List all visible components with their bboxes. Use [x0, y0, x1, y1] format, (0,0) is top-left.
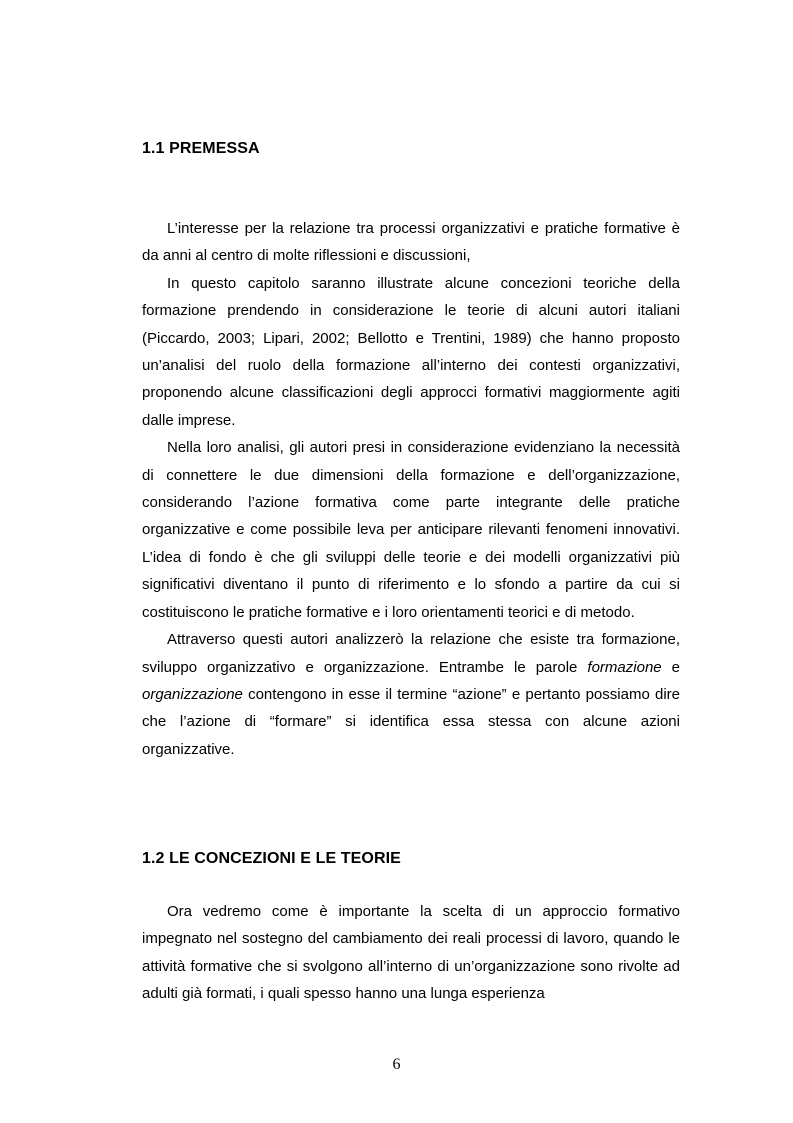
- paragraph: In questo capitolo saranno illustrate alcune concezioni teoriche della formazione prendendo in considerazione le teorie di alcuni autori italiani (Piccardo, 2003; Lipari, 2002; Bellotto e Trentini, 1989) che hanno proposto un’analisi del ruolo della formazione all’interno dei contesti organizzativi, proponendo alcune classificazioni degli approcci formativi maggiormente agiti dalle imprese.: [142, 274, 680, 429]
- section-body-premessa: [142, 215, 680, 763]
- paragraph: Nella loro analisi, gli autori presi in considerazione evidenziano la necessità di connettere le due dimensioni della formazione e dell’organizzazione, considerando l’azione formativa come parte integrante delle pratiche organizzative e come possibile leva per anticipare rilevanti fenomeni innovativi. L’idea di fondo è che gli sviluppi delle teorie e dei modelli organizzativi più significativi diventano il punto di riferimento e lo sfondo a partire da cui si costituiscono le pratiche formative e i loro orientamenti teorici e di metodo.: [142, 439, 680, 621]
- text-run: contengono in esse il termine “azione” e pertanto possiamo dire che l’azione di “formare” si identifica essa stessa con alcune azioni organizzative.: [142, 685, 680, 758]
- section-heading-premessa: 1.1 PREMESSA: [142, 140, 260, 157]
- page-number: 6: [392, 1056, 401, 1073]
- italic-term: formazione: [587, 658, 662, 676]
- section-heading-concezioni: 1.2 LE CONCEZIONI E LE TEORIE: [142, 850, 401, 867]
- paragraph: [142, 626, 680, 763]
- text-run: e: [661, 658, 680, 676]
- section-body-concezioni: [142, 898, 680, 1008]
- text-run: Attraverso questi autori analizzerò la relazione che esiste tra formazione, sviluppo organizzativo e organizzazione. Entrambe le parole: [142, 631, 680, 676]
- italic-term: organizzazione: [142, 685, 243, 703]
- paragraph: L’interesse per la relazione tra processi organizzativi e pratiche formative è da anni al centro di molte riflessioni e discussioni,: [142, 220, 680, 265]
- paragraph: Ora vedremo come è importante la scelta di un approccio formativo impegnato nel sostegno del cambiamento dei reali processi di lavoro, quando le attività formative che si svolgono all’interno di un’organizzazione sono rivolte ad adulti già formati, i quali spesso hanno una lunga esperienza: [142, 903, 680, 1003]
